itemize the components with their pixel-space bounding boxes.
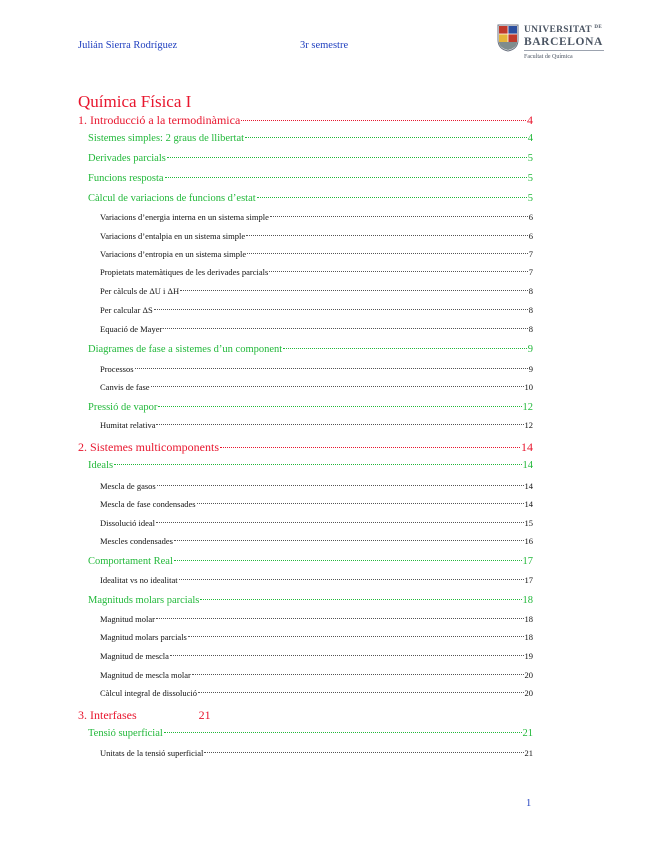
toc-entry-level-2[interactable] [88, 193, 533, 204]
toc-entry-page: 8 [528, 305, 533, 315]
toc-entry-title: Variacions d’energia interna en un sistema simple [100, 212, 269, 222]
toc-entry-level-2[interactable] [88, 595, 533, 606]
toc-dot-leader [197, 503, 524, 504]
toc-entry-level-2[interactable] [88, 402, 533, 413]
toc-entry-title: Magnitud molar [100, 614, 156, 624]
header-author: Julián Sierra Rodríguez [78, 40, 178, 51]
toc-entry-level-3[interactable] [100, 670, 533, 680]
toc-entry-title: Dissolució ideal [100, 518, 156, 528]
toc-entry-page: 5 [527, 173, 533, 184]
toc-dot-leader [241, 120, 526, 121]
toc-dot-leader [114, 464, 521, 465]
toc-dot-leader [283, 348, 527, 349]
toc-dot-leader [269, 271, 527, 272]
toc-entry-title: Sistemes simples: 2 graus de llibertat [88, 133, 245, 144]
toc-entry-page: 20 [524, 688, 533, 698]
document-title: Química Física I [78, 92, 192, 111]
toc-entry-level-3[interactable] [100, 249, 533, 259]
toc-entry-level-3[interactable] [100, 382, 533, 392]
toc-dot-leader [246, 235, 528, 236]
toc-entry-level-3[interactable] [100, 632, 533, 642]
toc-entry-page: 10 [524, 382, 533, 392]
toc-dot-leader [188, 636, 524, 637]
toc-entry-level-1[interactable] [78, 708, 211, 723]
toc-entry-page: 21 [522, 728, 533, 739]
toc-entry-title: Equació de Mayer [100, 324, 163, 334]
toc-entry-title: Per calcular ΔS [100, 305, 153, 315]
toc-entry-page: 5 [527, 193, 533, 204]
toc-entry-page: 15 [524, 518, 533, 528]
toc-entry-title: Funcions resposta [88, 173, 164, 184]
toc-entry-title: Mescla de gasos [100, 481, 156, 491]
toc-entry-page: 21 [524, 748, 533, 758]
toc-entry-title: Magnituds molars parcials [88, 595, 200, 606]
toc-dot-leader [200, 599, 521, 600]
toc-entry-level-3[interactable] [100, 212, 533, 222]
toc-entry-title: Càlcul de variacions de funcions d’estat [88, 193, 256, 204]
toc-entry-page: 8 [528, 286, 533, 296]
logo-university-word: UNIVERSITAT [524, 25, 592, 35]
toc-dot-leader [220, 447, 520, 448]
toc-entry-title: Unitats de la tensió superficial [100, 748, 204, 758]
toc-entry-page: 8 [528, 324, 533, 334]
toc-entry-page: 18 [524, 632, 533, 642]
toc-entry-page: 14 [524, 499, 533, 509]
toc-dot-leader [245, 137, 527, 138]
toc-entry-level-3[interactable] [100, 305, 533, 315]
toc-entry-page: 9 [528, 364, 533, 374]
toc-entry-level-3[interactable] [100, 286, 533, 296]
toc-entry-page: 5 [527, 153, 533, 164]
toc-entry-level-2[interactable] [88, 556, 533, 567]
toc-entry-title: Derivades parcials [88, 153, 166, 164]
toc-entry-page: 14 [524, 481, 533, 491]
toc-dot-leader [198, 692, 523, 693]
toc-entry-title: Idealitat vs no idealitat [100, 575, 178, 585]
toc-entry-level-3[interactable] [100, 231, 533, 241]
toc-entry-title: Processos [100, 364, 134, 374]
toc-dot-leader [165, 177, 527, 178]
toc-entry-title: Comportament Real [88, 556, 173, 567]
toc-dot-leader [174, 540, 524, 541]
toc-dot-leader [204, 752, 523, 753]
toc-entry-level-3[interactable] [100, 575, 533, 585]
logo-city-text: BARCELONA [524, 36, 603, 48]
toc-dot-leader [192, 674, 524, 675]
toc-entry-title: Mescla de fase condensades [100, 499, 196, 509]
toc-entry-page: 20 [524, 670, 533, 680]
toc-entry-page: 4 [527, 133, 533, 144]
university-logo [497, 24, 607, 64]
toc-entry-level-2[interactable] [88, 173, 533, 184]
toc-entry-level-3[interactable] [100, 481, 533, 491]
logo-university-text [524, 25, 602, 35]
toc-entry-page: 14 [521, 440, 533, 454]
toc-entry-title: 3. Interfases [78, 708, 137, 722]
toc-entry-level-2[interactable] [88, 133, 533, 144]
toc-entry-level-3[interactable] [100, 748, 533, 758]
toc-entry-title: Pressió de vapor [88, 402, 158, 413]
toc-entry-title: Càlcul integral de dissolució [100, 688, 198, 698]
toc-entry-title: 1. Introducció a la termodinàmica [78, 113, 241, 127]
toc-entry-level-3[interactable] [100, 324, 533, 334]
logo-divider [524, 50, 604, 51]
toc-entry-title: Humitat relativa [100, 420, 156, 430]
toc-dot-leader [156, 618, 523, 619]
toc-dot-leader [180, 290, 528, 291]
toc-dot-leader [158, 406, 521, 407]
toc-entry-page: 17 [522, 556, 533, 567]
toc-entry-page: 18 [522, 595, 533, 606]
toc-dot-leader [163, 328, 527, 329]
toc-entry-level-2[interactable] [88, 728, 533, 739]
toc-entry-level-1[interactable] [78, 113, 533, 128]
toc-entry-level-3[interactable] [100, 651, 533, 661]
toc-entry-level-2[interactable] [88, 344, 533, 355]
toc-dot-leader [164, 732, 522, 733]
toc-entry-page: 19 [524, 651, 533, 661]
toc-dot-leader [247, 253, 528, 254]
toc-entry-page: 7 [528, 249, 533, 259]
toc-dot-leader [179, 579, 524, 580]
toc-entry-page: 14 [522, 460, 533, 471]
toc-entry-level-3[interactable] [100, 614, 533, 624]
toc-entry-page: 21 [198, 708, 211, 722]
toc-dot-leader [157, 485, 524, 486]
toc-dot-leader [170, 655, 524, 656]
logo-faculty-text: Facultat de Química [524, 54, 573, 60]
toc-entry-title: Tensió superficial [88, 728, 163, 739]
toc-entry-title: Magnitud molars parcials [100, 632, 187, 642]
university-shield-icon [497, 24, 519, 52]
toc-dot-leader [174, 560, 522, 561]
toc-entry-page: 12 [524, 420, 533, 430]
toc-entry-level-2[interactable] [88, 460, 533, 471]
toc-entry-level-3[interactable] [100, 267, 533, 277]
toc-entry-level-3[interactable] [100, 518, 533, 528]
toc-entry-level-3[interactable] [100, 688, 533, 698]
toc-entry-page: 16 [524, 536, 533, 546]
toc-entry-title: Ideals [88, 460, 114, 471]
toc-entry-title: Mescles condensades [100, 536, 173, 546]
toc-entry-level-1[interactable] [78, 440, 533, 455]
toc-entry-title: Variacions d’entropia en un sistema simple [100, 249, 247, 259]
toc-dot-leader [270, 216, 528, 217]
toc-entry-title: Canvis de fase [100, 382, 150, 392]
toc-entry-title: Variacions d’entalpia en un sistema simple [100, 231, 246, 241]
toc-entry-level-3[interactable] [100, 499, 533, 509]
toc-entry-page: 12 [522, 402, 533, 413]
toc-entry-page: 17 [524, 575, 533, 585]
toc-dot-leader [167, 157, 527, 158]
toc-entry-page: 6 [528, 212, 533, 222]
toc-dot-leader [151, 386, 524, 387]
toc-entry-page: 4 [527, 113, 533, 127]
toc-entry-title: Magnitud de mescla [100, 651, 169, 661]
toc-entry-page: 7 [528, 267, 533, 277]
toc-entry-page: 9 [527, 344, 533, 355]
toc-entry-title: Magnitud de mescla molar [100, 670, 191, 680]
toc-entry-page: 18 [524, 614, 533, 624]
toc-dot-leader [156, 424, 523, 425]
toc-entry-title: Propietats matemàtiques de les derivades parcials [100, 267, 269, 277]
toc-entry-title: 2. Sistemes multicomponents [78, 440, 219, 454]
toc-entry-title: Per càlculs de ΔU i ΔH [100, 286, 180, 296]
toc-dot-leader [156, 522, 523, 523]
page-number: 1 [526, 798, 532, 809]
toc-entry-title: Diagrames de fase a sistemes d’un component [88, 344, 283, 355]
toc-entry-page: 6 [528, 231, 533, 241]
logo-de-word: DE [594, 25, 602, 30]
header-semester: 3r semestre [300, 40, 349, 51]
toc-dot-leader [154, 309, 528, 310]
toc-entry-level-3[interactable] [100, 536, 533, 546]
toc-entry-level-2[interactable] [88, 153, 533, 164]
toc-entry-level-3[interactable] [100, 364, 533, 374]
toc-dot-leader [257, 197, 527, 198]
toc-entry-level-3[interactable] [100, 420, 533, 430]
toc-dot-leader [135, 368, 528, 369]
